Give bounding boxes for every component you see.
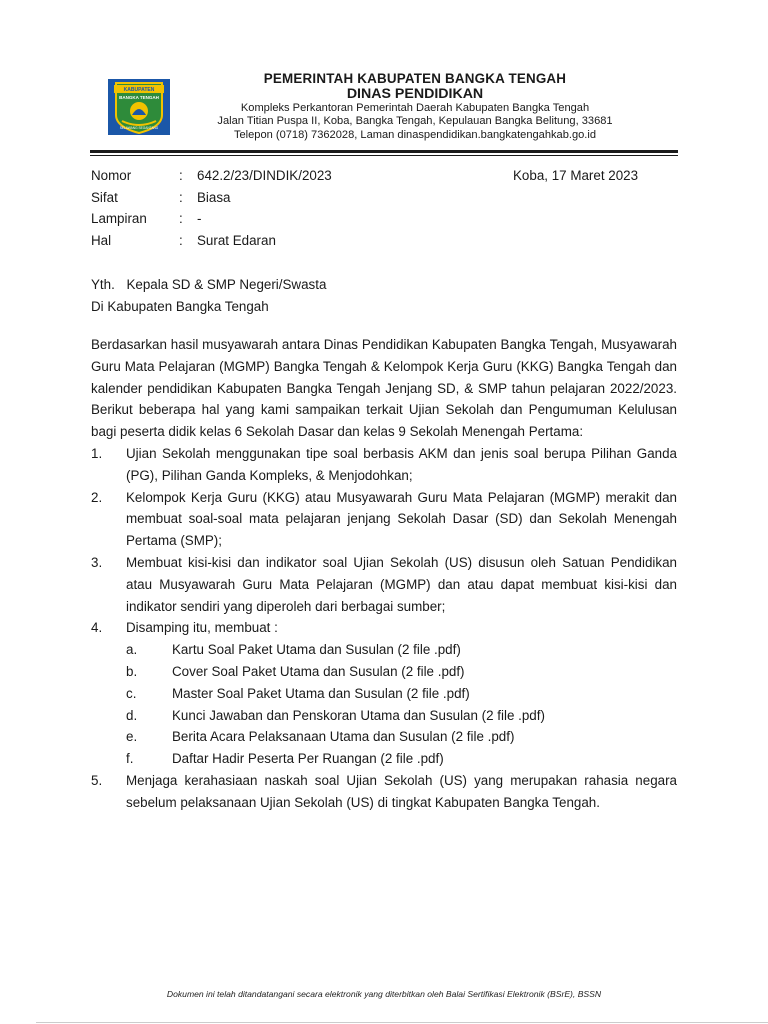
sub-list-letter: a. xyxy=(126,642,138,658)
sub-list-text: Kartu Soal Paket Utama dan Susulan (2 file .pdf) xyxy=(172,642,461,658)
regency-logo-icon xyxy=(108,79,170,135)
sub-list-letter: d. xyxy=(126,707,138,723)
meta-label: Hal xyxy=(91,232,112,248)
list-item xyxy=(91,770,677,814)
department-name: DINAS PENDIDIKAN xyxy=(346,86,484,102)
signature-footer-note: Dokumen ini telah ditandatangani secara elektronik yang diterbitkan oleh Balai Sertifikasi Elektronik (BSrE), BSSN xyxy=(166,989,602,999)
meta-label: Lampiran xyxy=(91,211,147,226)
address-line-1: Kompleks Perkantoran Pemerintah Daerah Kabupaten Bangka Tengah xyxy=(240,102,590,114)
meta-value: 642.2/23/DINDIK/2023 xyxy=(197,168,332,183)
sub-list-letter: b. xyxy=(126,663,138,679)
list-item xyxy=(91,487,677,552)
meta-label: Sifat xyxy=(91,189,118,205)
intro-paragraph: Berdasarkan hasil musyawarah antara Dinas Pendidikan Kabupaten Bangka Tengah, Musyawarah Guru Mata Pelajaran (MGMP) Bangka Tengah & Kelompok Kerja Guru (KKG) Bangka Tengah dan kalender pendidikan Kabupaten Bangka Tengah Jenjang SD, & SMP tahun pelajaran 2022/2023. Berikut beberapa hal yang kami sampaikan terkait Ujian Sekolah dan Pengumuman Kelulusan bagi peserta didik kelas 6 Sekolah Dasar dan kelas 9 Sekolah Menengah Pertama: xyxy=(91,337,677,440)
list-item xyxy=(91,552,677,617)
list-item-text: Disamping itu, membuat : xyxy=(126,620,278,636)
sub-list-item xyxy=(126,683,677,705)
logo-text-bottom: SELAWANG SEGANTANG xyxy=(119,126,159,130)
sub-list xyxy=(126,639,677,770)
meta-value: Surat Edaran xyxy=(197,232,276,248)
list-number: 4. xyxy=(91,620,103,636)
logo-text-mid: BANGKA TENGAH xyxy=(119,95,159,100)
letterhead xyxy=(180,71,650,142)
meta-label: Nomor xyxy=(91,168,132,183)
list-item-text: Membuat kisi-kisi dan indikator soal Ujian Sekolah (US) disusun oleh Satuan Pendidikan atau Musyawarah Guru Mata Pelajaran (MGMP) dan atau dapat membuat kisi-kisi dan indikator sendiri yang diperoleh dari berbagai sumber; xyxy=(126,554,677,614)
government-name: PEMERINTAH KABUPATEN BANGKA TENGAH xyxy=(263,71,567,86)
sub-list-letter: e. xyxy=(126,729,138,745)
addressee-recipient: Kepala SD & SMP Negeri/Swasta xyxy=(126,277,327,292)
meta-value: - xyxy=(197,211,202,226)
meta-separator: : xyxy=(179,211,183,226)
letterhead-divider-thin xyxy=(90,155,678,156)
address-line-2: Jalan Titian Puspa II, Koba, Bangka Tengah, Kepulauan Bangka Belitung, 33681 xyxy=(217,115,613,128)
meta-separator: : xyxy=(179,232,183,248)
logo-text-top: KABUPATEN xyxy=(123,87,155,93)
list-item-text: Menjaga kerahasiaan naskah soal Ujian Sekolah (US) yang merupakan rahasia negara sebelum pelaksanaan Ujian Sekolah (US) di tingkat Kabupaten Bangka Tengah. xyxy=(126,772,677,810)
sub-list-text: Berita Acara Pelaksanaan Utama dan Susulan (2 file .pdf) xyxy=(172,729,515,745)
sub-list-letter: c. xyxy=(126,685,137,701)
meta-separator: : xyxy=(179,168,183,183)
sub-list-text: Cover Soal Paket Utama dan Susulan (2 file .pdf) xyxy=(172,663,465,679)
list-item xyxy=(91,617,677,770)
list-number: 2. xyxy=(91,489,103,505)
letterhead-divider-thick xyxy=(90,150,678,153)
address-line-3: Telepon (0718) 7362028, Laman dinaspendidikan.bangkatengahkab.go.id xyxy=(233,128,597,141)
sub-list-text: Daftar Hadir Peserta Per Ruangan (2 file .pdf) xyxy=(172,751,444,767)
addressee xyxy=(91,274,326,317)
sub-list-letter: f. xyxy=(126,751,134,767)
meta-separator: : xyxy=(179,189,183,205)
letter-body xyxy=(91,334,677,814)
footer-edge-line xyxy=(36,1022,768,1023)
addressee-recipient-line xyxy=(91,274,326,296)
sub-list-item xyxy=(126,748,677,770)
list-number: 3. xyxy=(91,554,103,570)
list-item-text: Ujian Sekolah menggunakan tipe soal berbasis AKM dan jenis soal berupa Pilihan Ganda (PG), Pilihan Ganda Kompleks, & Menjodohkan; xyxy=(126,445,677,483)
sub-list-item xyxy=(126,661,677,683)
addressee-salutation: Yth. xyxy=(91,277,115,292)
letter-date: Koba, 17 Maret 2023 xyxy=(513,168,639,183)
sub-list-text: Kunci Jawaban dan Penskoran Utama dan Susulan (2 file .pdf) xyxy=(172,707,545,723)
list-number: 5. xyxy=(91,772,103,788)
sub-list-item xyxy=(126,639,677,661)
list-item xyxy=(91,443,677,487)
sub-list-text: Master Soal Paket Utama dan Susulan (2 file .pdf) xyxy=(172,685,470,701)
list-number: 1. xyxy=(91,445,103,461)
numbered-list xyxy=(91,443,677,814)
addressee-location: Di Kabupaten Bangka Tengah xyxy=(91,298,269,314)
list-item-text: Kelompok Kerja Guru (KKG) atau Musyawarah Guru Mata Pelajaran (MGMP) merakit dan membuat soal-soal mata pelajaran jenjang Sekolah Dasar (SD) dan Sekolah Menengah Pertama (SMP); xyxy=(126,489,677,549)
sub-list-item xyxy=(126,726,677,748)
meta-value: Biasa xyxy=(197,189,231,205)
sub-list-item xyxy=(126,705,677,727)
